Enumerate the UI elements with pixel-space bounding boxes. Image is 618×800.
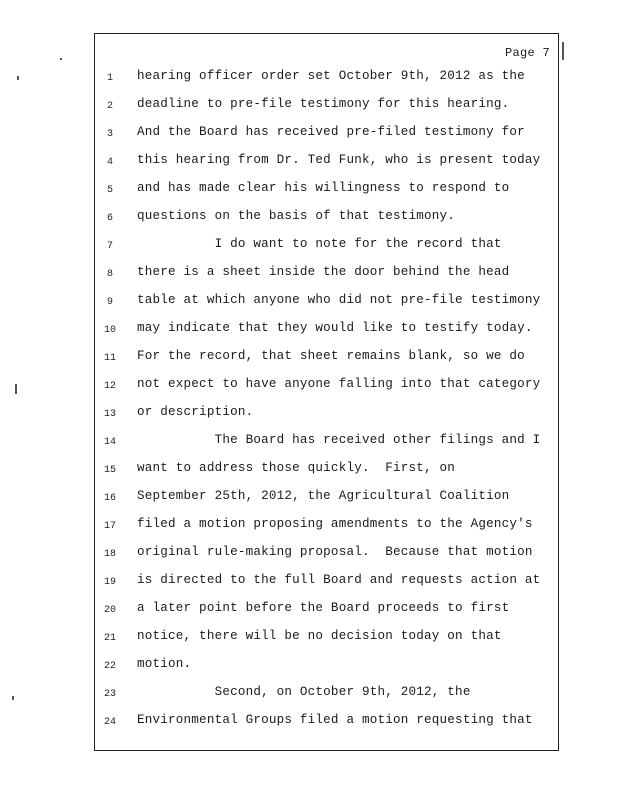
scan-speck	[12, 696, 14, 700]
transcript-line	[95, 234, 558, 262]
transcript-line	[95, 94, 558, 122]
line-text: questions on the basis of that testimony.	[137, 209, 456, 223]
transcript-line	[95, 346, 558, 374]
scan-speck	[60, 58, 62, 60]
line-text: or description.	[137, 405, 254, 419]
line-number: 18	[103, 549, 116, 560]
line-number: 9	[106, 297, 113, 308]
transcript-line	[95, 178, 558, 206]
line-number: 20	[103, 605, 116, 616]
line-text: Second, on October 9th, 2012, the	[137, 685, 471, 699]
line-text: For the record, that sheet remains blank, so we do	[137, 349, 525, 363]
scan-speck	[562, 42, 564, 60]
transcript-line	[95, 626, 558, 654]
line-text: motion.	[137, 657, 192, 671]
line-text: may indicate that they would like to testify today.	[137, 321, 533, 335]
transcript-line	[95, 402, 558, 430]
transcript-line	[95, 570, 558, 598]
transcript-line	[95, 710, 558, 738]
transcript-line	[95, 318, 558, 346]
line-text: want to address those quickly. First, on	[137, 461, 456, 475]
line-number: 8	[106, 269, 113, 280]
transcript-line	[95, 542, 558, 570]
line-number: 21	[103, 633, 116, 644]
line-number: 10	[103, 325, 116, 336]
line-text: and has made clear his willingness to respond to	[137, 181, 510, 195]
line-text: deadline to pre-file testimony for this hearing.	[137, 97, 510, 111]
line-number: 1	[106, 73, 113, 84]
line-text: I do want to note for the record that	[137, 237, 502, 251]
line-number: 2	[106, 101, 113, 112]
transcript-line	[95, 122, 558, 150]
line-number: 11	[103, 353, 116, 364]
line-number: 24	[103, 717, 116, 728]
line-number: 23	[103, 689, 116, 700]
line-number: 13	[103, 409, 116, 420]
line-text: original rule-making proposal. Because that motion	[137, 545, 533, 559]
transcript-line	[95, 290, 558, 318]
transcript-line	[95, 150, 558, 178]
line-number: 22	[103, 661, 116, 672]
line-text: The Board has received other filings and I	[137, 433, 541, 447]
transcript-line	[95, 262, 558, 290]
page-number: Page 7	[504, 46, 550, 60]
line-text: notice, there will be no decision today on that	[137, 629, 502, 643]
transcript-line	[95, 654, 558, 682]
line-text: September 25th, 2012, the Agricultural Coalition	[137, 489, 510, 503]
line-text: table at which anyone who did not pre-file testimony	[137, 293, 541, 307]
scan-speck	[17, 76, 19, 80]
transcript-line	[95, 430, 558, 458]
transcript-line	[95, 458, 558, 486]
line-number: 17	[103, 521, 116, 532]
line-number: 5	[106, 185, 113, 196]
transcript-line	[95, 66, 558, 94]
line-text: filed a motion proposing amendments to the Agency's	[137, 517, 533, 531]
line-text: is directed to the full Board and requests action at	[137, 573, 541, 587]
line-text: not expect to have anyone falling into that category	[137, 377, 541, 391]
line-text: hearing officer order set October 9th, 2012 as the	[137, 69, 525, 83]
line-number: 7	[106, 241, 113, 252]
line-number: 14	[103, 437, 116, 448]
transcript-line	[95, 514, 558, 542]
line-number: 16	[103, 493, 116, 504]
line-number: 6	[106, 213, 113, 224]
line-text: a later point before the Board proceeds to first	[137, 601, 510, 615]
line-number: 4	[106, 157, 113, 168]
line-text: there is a sheet inside the door behind the head	[137, 265, 510, 279]
transcript-line	[95, 598, 558, 626]
line-number: 15	[103, 465, 116, 476]
transcript-line	[95, 682, 558, 710]
scan-speck	[15, 384, 17, 394]
transcript-line	[95, 486, 558, 514]
line-number: 3	[106, 129, 113, 140]
line-text: this hearing from Dr. Ted Funk, who is present today	[137, 153, 541, 167]
line-number: 12	[103, 381, 116, 392]
transcript-page	[94, 33, 559, 751]
line-text: And the Board has received pre-filed testimony for	[137, 125, 525, 139]
transcript-line	[95, 206, 558, 234]
line-number: 19	[103, 577, 116, 588]
line-text: Environmental Groups filed a motion requesting that	[137, 713, 533, 727]
transcript-line	[95, 374, 558, 402]
